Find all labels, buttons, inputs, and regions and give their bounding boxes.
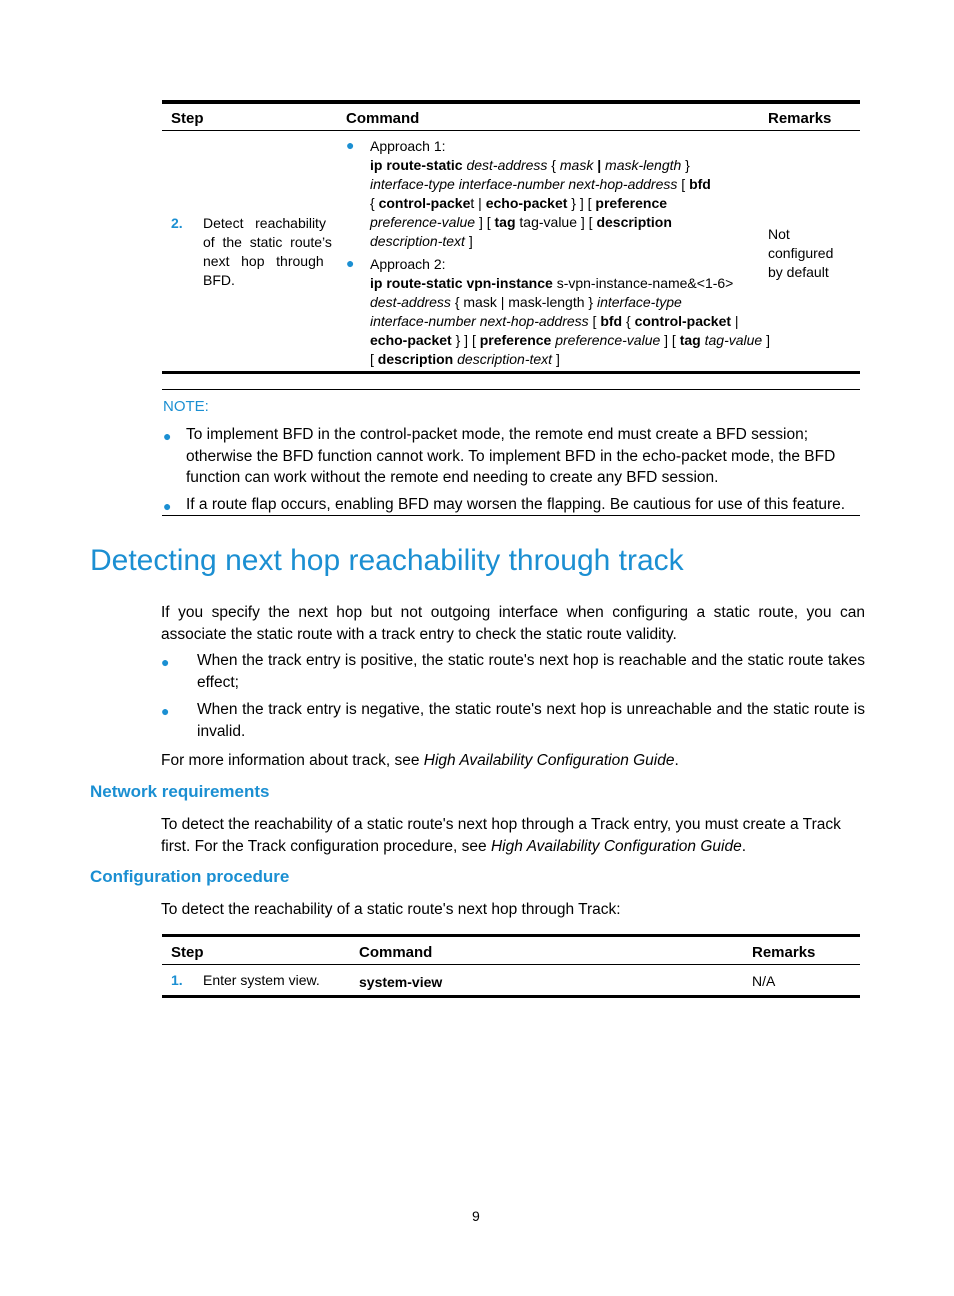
- approach2-label: Approach 2:: [370, 256, 446, 272]
- table1-bottom-rule: [162, 371, 860, 374]
- approach2-bullet: ●: [346, 255, 355, 271]
- page-number: 9: [472, 1208, 480, 1224]
- table2-header-command: Command: [359, 944, 433, 961]
- table1-header-remarks: Remarks: [768, 110, 832, 127]
- note-bullet-1: ●: [163, 428, 172, 444]
- table2-row-step: Enter system view.: [203, 972, 320, 988]
- note-bottom-rule: [162, 515, 860, 516]
- table1-top-rule: [162, 100, 860, 104]
- table2-row-remarks: N/A: [752, 973, 776, 989]
- table2-bottom-rule: [162, 995, 860, 998]
- network-requirements-reference: High Availability Configuration Guide: [490, 837, 742, 855]
- approach1-bullet: ●: [346, 137, 355, 153]
- table2-row-command: system-view: [359, 974, 443, 990]
- section-bullet-text-2: When the track entry is negative, the static route's next hop is unreachable and the static route is invalid.: [197, 701, 865, 740]
- section-bullet-1: ●: [161, 654, 170, 670]
- section-bullet-2: ●: [161, 703, 170, 719]
- note-label: NOTE:: [163, 398, 209, 415]
- table2-header-rule: [162, 964, 860, 965]
- more-info-reference: High Availability Configuration Guide: [423, 752, 675, 769]
- section-more-info: For more information about track, see High Availability Configuration Guide.: [161, 752, 679, 769]
- table2-top-rule: [162, 934, 860, 937]
- table1-step-text: Detect reachability of the static route’s next hop through BFD.: [203, 215, 332, 288]
- configuration-procedure-text: To detect the reachability of a static route's next hop through Track:: [161, 901, 621, 918]
- approach1-command: ip route-static dest-address { mask | mask-length } interface-type interface-number next-hop-address [ bfd { control-packet | echo-packet } ] [ preference preference-value ] [ tag tag-value ] [ description description-text ]: [370, 157, 711, 249]
- table1-step-number: 2.: [171, 215, 183, 231]
- approach1-label: Approach 1:: [370, 138, 446, 154]
- table1-header-step: Step: [171, 110, 204, 127]
- table1-header-rule: [162, 130, 860, 131]
- table2-header-remarks: Remarks: [752, 944, 816, 961]
- table2-header-step: Step: [171, 944, 204, 961]
- configuration-procedure-title: Configuration procedure: [90, 867, 290, 886]
- note-item-1: To implement BFD in the control-packet mode, the remote end must create a BFD session; otherwise the BFD function cannot work. To implement BFD in the echo-packet mode, the BFD function can work without the remote end needing to create any BFD session.: [186, 426, 836, 486]
- section-intro: If you specify the next hop but not outgoing interface when configuring a static route, you can associate the static route with a track entry to check the static route validity.: [161, 604, 865, 643]
- section-title: Detecting next hop reachability through track: [90, 544, 684, 577]
- table2-row-number: 1.: [171, 972, 183, 988]
- table1-remarks: Not configured by default: [768, 226, 834, 280]
- network-requirements-text: To detect the reachability of a static route's next hop through a Track entry, you must create a Track first. For the Track configuration procedure, see High Availability Configuration Guide.: [161, 816, 841, 855]
- note-top-rule: [162, 389, 860, 390]
- section-bullet-text-1: When the track entry is positive, the static route's next hop is reachable and the static route takes effect;: [197, 652, 865, 691]
- note-bullet-2: ●: [163, 498, 172, 514]
- table1-header-command: Command: [346, 110, 420, 127]
- approach2-command: ip route-static vpn-instance s-vpn-instance-name&<1-6> dest-address { mask | mask-length } interface-type interface-number next-hop-address [ bfd { control-packet | echo-packet } ] [ preference preference-value ] [ tag tag-value ] [ description description-text ]: [370, 275, 770, 367]
- network-requirements-title: Network requirements: [90, 782, 270, 801]
- note-item-2: If a route flap occurs, enabling BFD may worsen the flapping. Be cautious for use of this feature.: [186, 496, 846, 513]
